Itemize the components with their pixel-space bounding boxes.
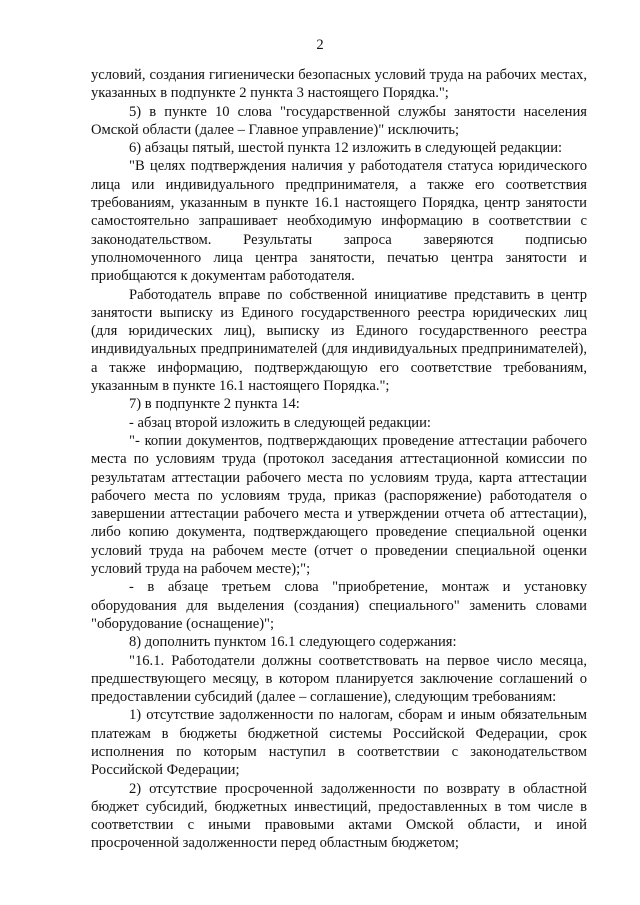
paragraph-11: "16.1. Работодатели должны соответствовать на первое число месяца, предшествующего месяцу, в котором планируется заключение соглашений о предоставлении субсидий (далее – соглашение), следующим требованиям: (91, 652, 587, 706)
paragraph-13: 2) отсутствие просроченной задолженности по возврату в областной бюджет субсидий, бюджетных инвестиций, предоставленных в том числе в соответствии с иными правовыми актами Омской области, и иной просроченной задолженности перед областным бюджетом; (91, 780, 587, 852)
paragraph-3: 6) абзацы пятый, шестой пункта 12 изложить в следующей редакции: (129, 140, 563, 157)
paragraph-8: "- копии документов, подтверждающих проведение аттестации рабочего места по условиям труда (протокол заседания аттестационной комиссии по результатам аттестации рабочего места по условиям труда, карта аттестации рабочего места по условиям труда, приказ (распоряжение) работодателя о завершении аттестации рабочего места и утверждении отчета об аттестации), либо копию документа, подтверждающего проведение специальной оценки условий труда на рабочем месте (отчет о проведении специальной оценки условий труда на рабочем месте);"; (91, 432, 587, 578)
paragraph-6: 7) в подпункте 2 пункта 14: (129, 396, 300, 413)
paragraph-5: Работодатель вправе по собственной инициативе представить в центр занятости выписку из Единого государственного реестра юридических лиц (для юридических лиц), выписку из Единого государственного реестра индивидуальных предпринимателей (для индивидуальных предпринимателей), а также информацию, подтверждающую его соответствие требованиям, указанным в пункте 16.1 настоящего Порядка."; (91, 286, 587, 395)
page-number: 2 (316, 37, 324, 53)
document-body (91, 66, 587, 853)
paragraph-10: 8) дополнить пунктом 16.1 следующего содержания: (129, 634, 457, 651)
paragraph-9: - в абзаце третьем слова "приобретение, монтаж и установку оборудования для выделения (создания) специального" заменить словами "оборудование (оснащение)"; (91, 579, 587, 632)
paragraph-4: "В целях подтверждения наличия у работодателя статуса юридического лица или индивидуального предпринимателя, а также его соответствия требованиям, указанным в пункте 16.1 настоящего Порядка, центр занятости самостоятельно запрашивает необходимую информацию в соответствии с законодательством. Результаты запроса заверяются подписью уполномоченного лица центра занятости, печатью центра занятости и приобщаются к документам работодателя. (91, 158, 587, 285)
paragraph-12: 1) отсутствие задолженности по налогам, сборам и иным обязательным платежам в бюджеты бюджетной системы Российской Федерации, срок исполнения по которым наступил в соответствии с законодательством Российской Федерации; (91, 707, 587, 779)
paragraph-7: - абзац второй изложить в следующей редакции: (129, 414, 431, 431)
paragraph-1: условий, создания гигиенически безопасных условий труда на рабочих местах, указанных в подпункте 2 пункта 3 настоящего Порядка."; (91, 67, 587, 102)
paragraph-2: 5) в пункте 10 слова "государственной службы занятости населения Омской области (далее – Главное управление)" исключить; (91, 103, 587, 138)
